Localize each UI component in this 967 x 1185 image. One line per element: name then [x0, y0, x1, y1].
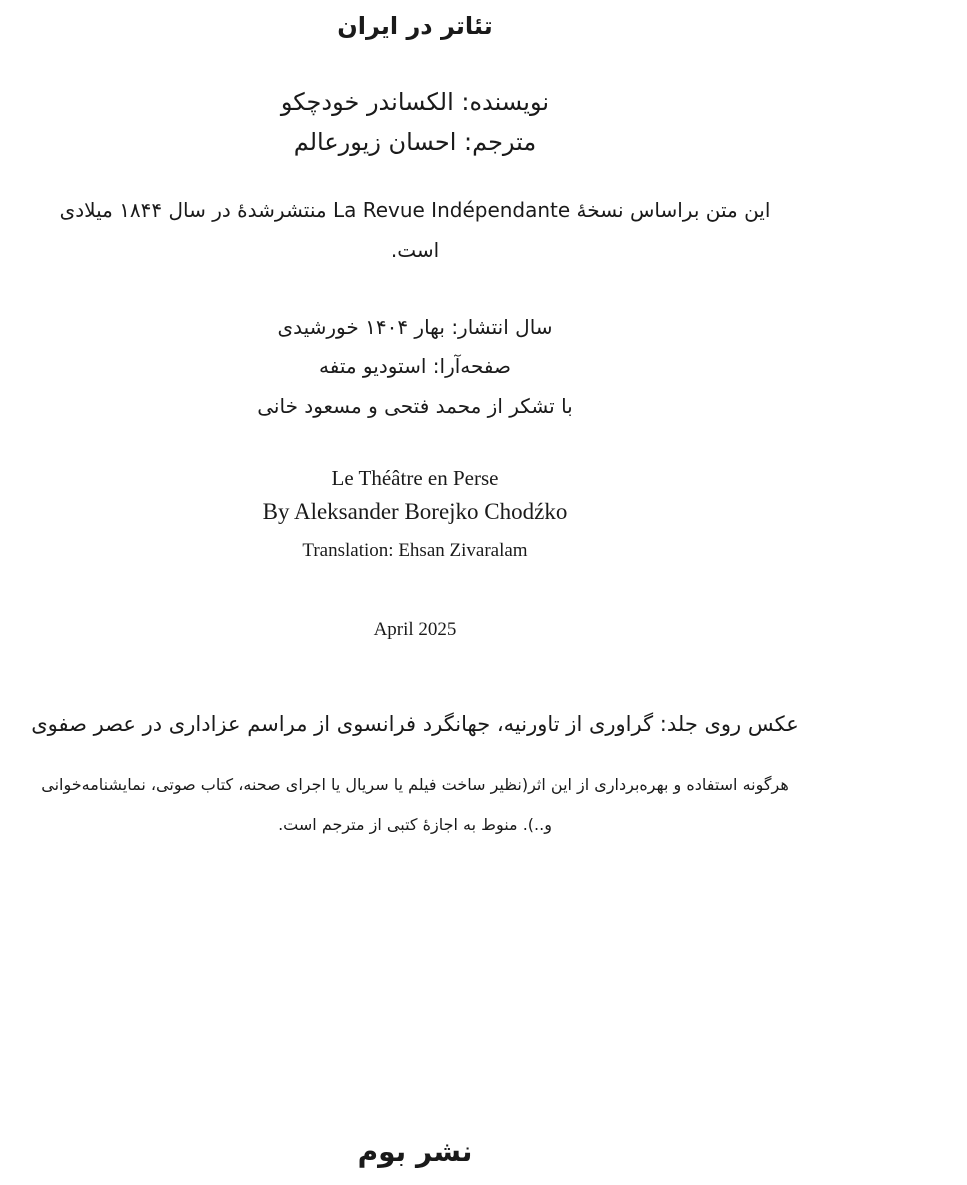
source-note-line-1: این متن براساس نسخهٔ La Revue Indépendante منتشرشدهٔ در سال ۱۸۴۴ میلادی [59, 198, 771, 222]
english-date: April 2025 [373, 619, 457, 640]
english-author: By Aleksander Borejko Chodźko [262, 499, 568, 524]
english-title: Le Théâtre en Perse [331, 466, 499, 490]
layout-credit: صفحه‌آرا: استودیو متفه [318, 354, 512, 378]
rights-note-line-2: و..). منوط به اجازهٔ کتبی از مترجم است. [278, 815, 552, 834]
thanks-credit: با تشکر از محمد فتحی و مسعود خانی [257, 394, 573, 418]
author-line: نویسنده: الکساندر خودچکو [280, 88, 550, 116]
english-translation: Translation: Ehsan Zivaralam [302, 540, 528, 561]
book-title: تئاتر در ایران [337, 12, 493, 40]
source-note-line-2: است. [390, 238, 440, 262]
publication-year: سال انتشار: بهار ۱۴۰۴ خورشیدی [277, 315, 553, 339]
translator-line: مترجم: احسان زیورعالم [293, 128, 537, 156]
rights-note-line-1: هرگونه استفاده و بهره‌برداری از این اثر(نظیر ساخت فیلم یا سریال یا اجرای صحنه، کتاب صوتی، نمایشنامه‌خوانی [41, 775, 789, 794]
publisher-name: نشر بوم [357, 1135, 473, 1168]
cover-note: عکس روی جلد: گراوری از تاورنیه، جهانگرد فرانسوی از مراسم عزاداری در عصر صفوی [31, 712, 799, 736]
